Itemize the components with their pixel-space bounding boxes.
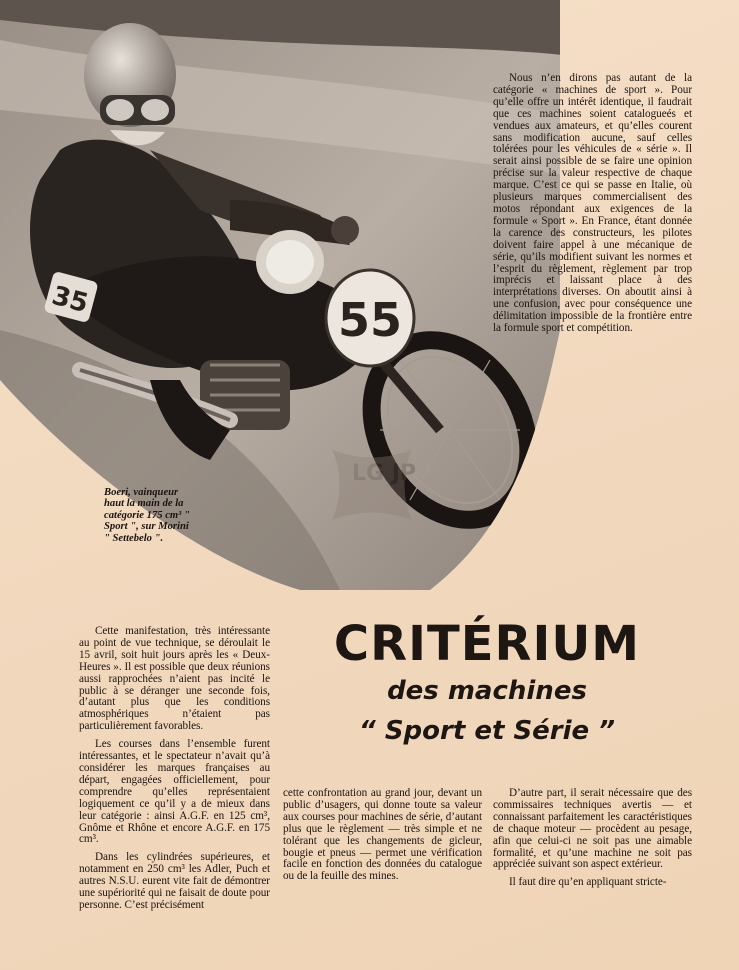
photo-caption: Boeri, vainqueur haut la main de la catégorie 175 cm³ " Sport ", sur Morini " Settebelo ". <box>104 487 190 544</box>
paragraph: D’autre part, il serait nécessaire que des commissaires techniques avertis — et connaissant parfaitement les caractéristiques de chaque moteur — procèdent au pesage, afin que celui-ci ne soit pas une aimable formalité, et qu’une machine ne soit pas appréciée suivant son aspect extérieur. <box>493 787 692 871</box>
race-number: 55 <box>337 293 403 347</box>
paragraph: Dans les cylindrées supérieures, et notamment en 250 cm³ les Adler, Puch et autres N.S.U. eurent vite fait de démontrer une supériorité qui ne faisait de doute pour personne. C’est précisément <box>79 851 270 911</box>
paragraph: cette confrontation au grand jour, devant un public d’usagers, qui donne toute sa valeur aux courses pour machines de série, d’autant plus que le règlement — très simple et ne tolérant que les changements de gicleur, bougie et pneus — permet une vérification facile en fonction des données du catalogue ou de la feuille des mines. <box>283 787 482 883</box>
column-left <box>79 626 270 918</box>
side-race-number: 35 <box>48 280 92 320</box>
paragraph: Les courses dans l’ensemble furent intéressantes, et le spectateur n’avait qu’à considérer les marques françaises au départ, engagées officiellement, pour comprendre qu’elles représentaient logiquement ce qu’il y a de mieux dans leur catégorie : ainsi A.G.F. en 125 cm³, Gnôme et Rhône et encore A.G.F. en 175 cm³. <box>79 738 270 846</box>
column-top-right <box>493 73 692 341</box>
watermark-text: LG JP <box>351 461 417 486</box>
headline-subtitle: des machines <box>387 676 587 706</box>
headline-subtitle-quote: “ Sport et Série ” <box>359 716 615 746</box>
column-middle <box>283 788 482 889</box>
paragraph: Il faut dire qu’en appliquant stricte- <box>509 876 667 889</box>
watermark-stamp <box>312 440 432 530</box>
paragraph: Cette manifestation, très intéressante au point de vue technique, se déroulait le 15 avril, soit huit jours après les « Deux-Heures ». Il est possible que deux réunions aussi rapprochées n’aient pas incité le public à se déranger une seconde fois, d’autant plus que les conditions atmosphériques n’étaient pas particulièrement favorables. <box>79 625 270 733</box>
paragraph: Nous n’en dirons pas autant de la catégorie « machines de sport ». Pour qu’elle offre un intérêt identique, il faudrait que ces machines soient catalogueés et vendues aux amateurs, et qu’elles courent sans modification aucune, sauf celles tolérées pour les véhicules de « série ». Il serait ainsi possible de se faire une opinion précise sur la valeur respective de chaque marque. C’est ce qui se passe en Italie, où plusieurs marques commercialisent des motos répondant aux exigences de la formule « Sport ». En France, étant donnée la carence des constructeurs, les pilotes doivent faire appel à une mécanique de série, qu’ils modifient suivant les normes et l’esprit du règlement, règlement par trop imprécis et laissant place à des interprétations diverses. On aboutit ainsi à une confusion, avec pour conséquence une délimitation impossible de la frontière entre la formule sport et compétition. <box>493 72 692 335</box>
headline-title: CRITÉRIUM <box>333 616 641 672</box>
column-right <box>493 788 692 895</box>
